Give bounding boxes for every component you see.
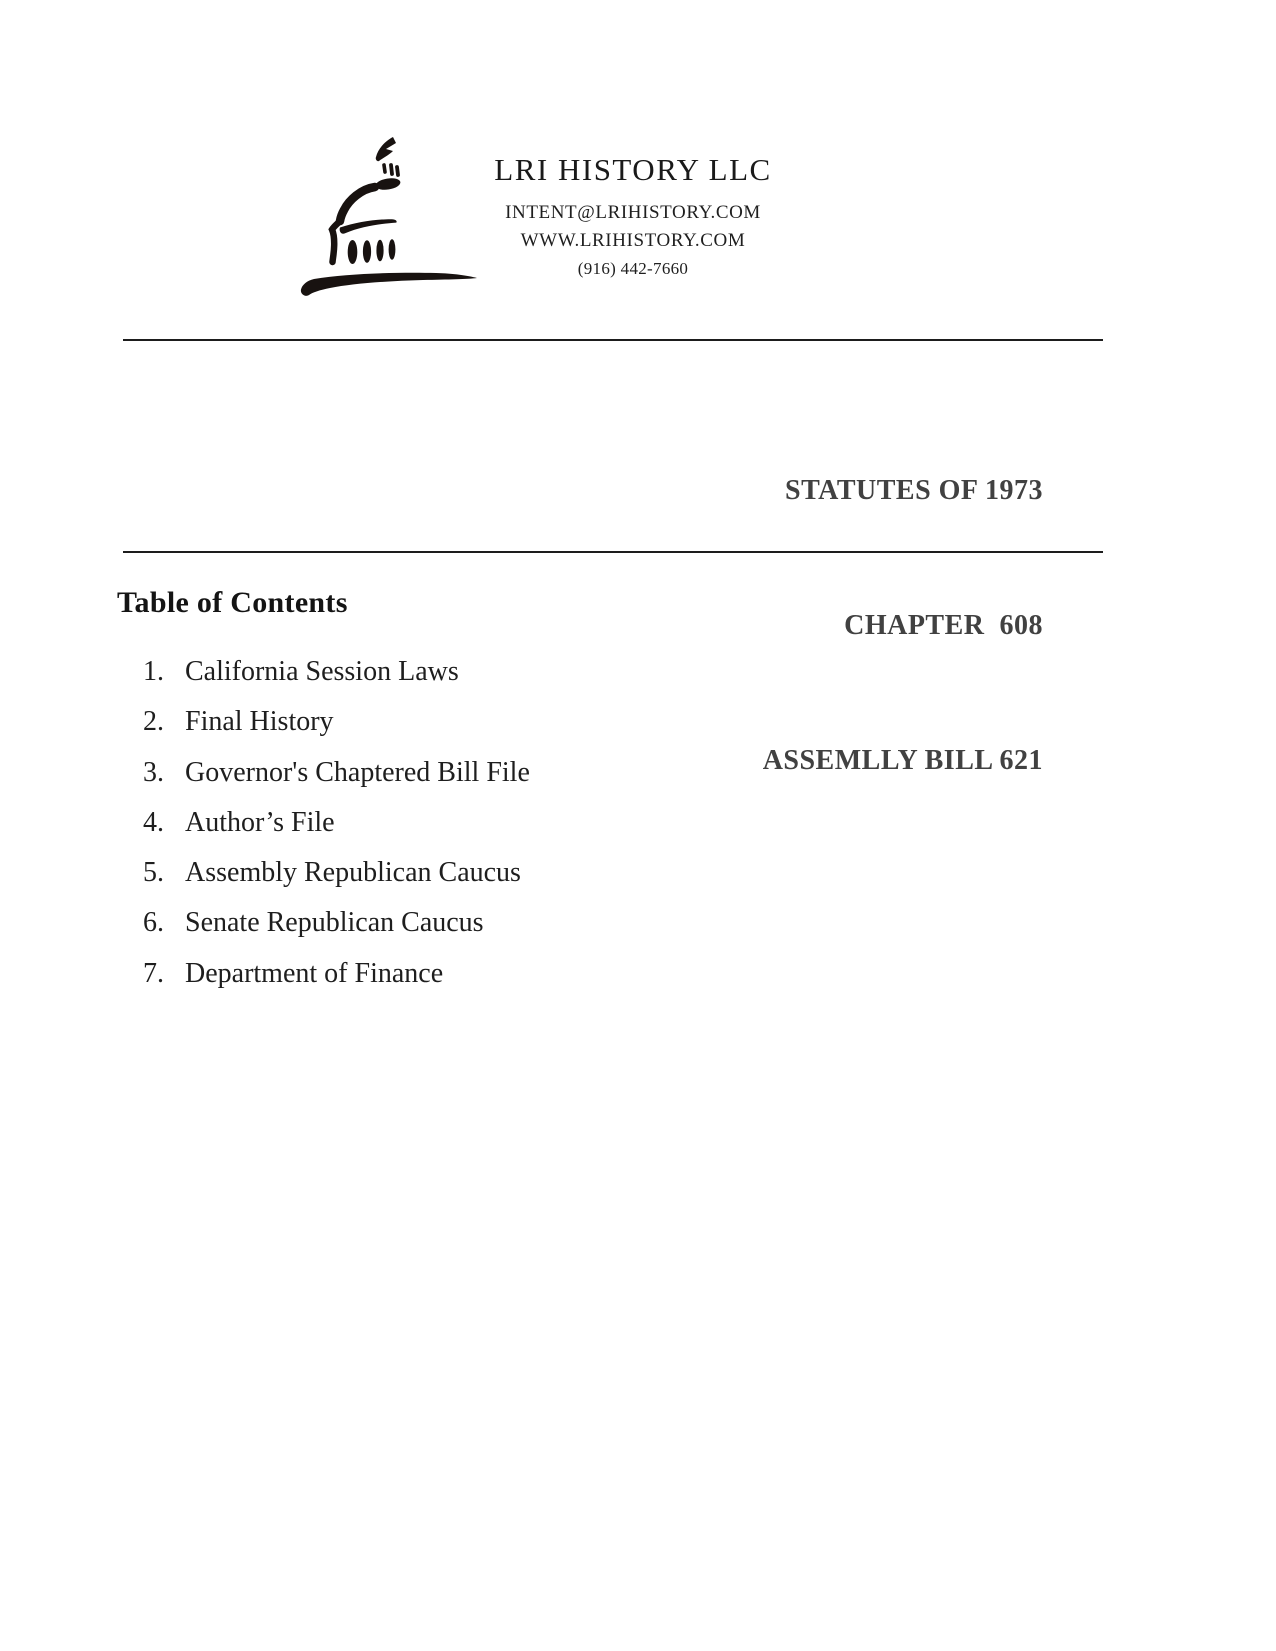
toc-item <box>143 848 843 898</box>
company-email: INTENT@LRIHISTORY.COM <box>505 202 761 223</box>
toc-item-number: 1. <box>143 656 164 687</box>
statutes-line: STATUTES OF 1973 <box>785 475 1043 506</box>
toc-list <box>143 647 843 999</box>
company-website: WWW.LRIHISTORY.COM <box>520 230 746 251</box>
toc-item <box>143 748 843 798</box>
toc-title: Table of Contents <box>117 586 348 619</box>
toc-item-label: Senate Republican Caucus <box>185 907 484 939</box>
company-name: LRI HISTORY LLC <box>494 152 772 187</box>
chapter-line: CHAPTER 608 <box>844 610 1043 641</box>
divider-rule-top <box>123 339 1103 341</box>
toc-item <box>143 647 843 697</box>
toc-item-label: Department of Finance <box>185 957 444 989</box>
toc-item-number: 3. <box>143 756 164 788</box>
toc-item <box>143 697 843 747</box>
company-phone: (916) 442-7660 <box>577 259 689 278</box>
toc-item <box>143 898 843 948</box>
toc-item-number: 2. <box>143 706 164 738</box>
toc-item-number: 4. <box>143 806 164 838</box>
toc-item-label: Assembly Republican Caucus <box>185 857 521 889</box>
toc-item-label: Governor's Chaptered Bill File <box>185 756 530 788</box>
toc-item-label: Final History <box>185 706 334 738</box>
toc-item-label: California Session Laws <box>185 656 459 687</box>
toc-item-number: 7. <box>143 957 164 989</box>
toc-item <box>143 798 843 848</box>
toc-item-label: Author’s File <box>185 806 335 838</box>
assembly-bill-line: ASSEMLLY BILL 621 <box>762 745 1043 776</box>
toc-item-number: 5. <box>143 857 164 889</box>
toc-item <box>143 949 843 999</box>
toc-item-number: 6. <box>143 907 164 939</box>
divider-rule-bottom <box>123 551 1103 553</box>
